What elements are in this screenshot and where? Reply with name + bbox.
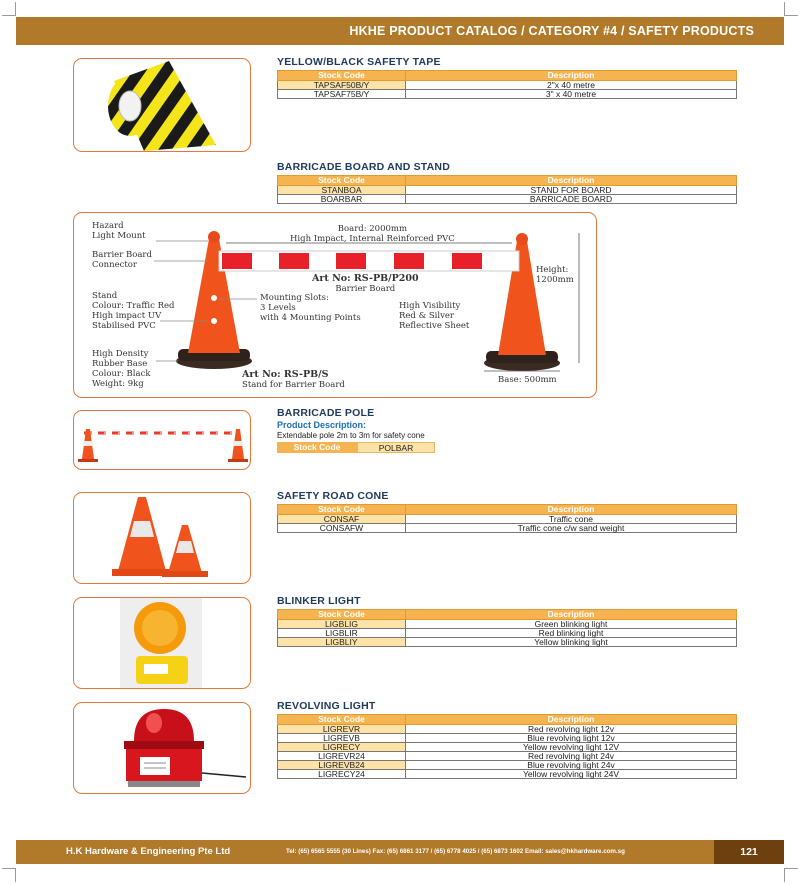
- col-stock-code: Stock Code: [278, 715, 406, 725]
- table-row: LIGRECY24 Yellow revolving light 24V: [278, 770, 737, 779]
- pole-description: Extendable pole 2m to 3m for safety cone: [277, 431, 425, 440]
- cone-table: [277, 504, 737, 533]
- table-row: LIGBLIY Yellow blinking light: [278, 638, 737, 647]
- visibility-label: High Visibility Red & Silver Reflective Sheet: [399, 301, 470, 331]
- safety-cone-image: [73, 492, 251, 584]
- section-title-revolving: REVOLVING LIGHT: [277, 700, 376, 712]
- contact-info: Tel: (65) 6565 5555 (30 Lines) Fax: (65) 6861 3177 / (65) 6778 4025 / (65) 6873 1602 Email: sales@hkhardware.com.sg: [286, 848, 625, 855]
- table-row: LIGREVB24 Blue revolving light 24v: [278, 761, 737, 770]
- base-label: Base: 500mm: [498, 375, 557, 385]
- col-description: Description: [406, 610, 737, 620]
- blinker-table: [277, 609, 737, 647]
- blinker-light-image: [73, 597, 251, 689]
- barricade-board-table: [277, 175, 737, 204]
- table-row: LIGBLIR Red blinking light: [278, 629, 737, 638]
- section-title-tape: YELLOW/BLACK SAFETY TAPE: [277, 56, 441, 68]
- table-row: BOARBAR BARRICADE BOARD: [278, 195, 737, 204]
- col-description: Description: [406, 505, 737, 515]
- page-number: 121: [714, 840, 784, 864]
- section-title-cone: SAFETY ROAD CONE: [277, 490, 389, 502]
- revolving-table: [277, 714, 737, 779]
- tape-table: [277, 70, 737, 99]
- safety-tape-image: [73, 58, 251, 152]
- barricade-diagram: [73, 212, 597, 398]
- table-row: TAPSAF75B/Y 3" x 40 metre: [278, 90, 737, 99]
- hazard-light-label: Hazard Light Mount: [92, 221, 146, 241]
- col-stock-code: Stock Code: [278, 505, 406, 515]
- col-stock-code: Stock Code: [278, 610, 406, 620]
- art-board-label: Art No: RS-PB/P200 Barrier Board: [312, 273, 419, 294]
- table-row: LIGREVR24 Red revolving light 24v: [278, 752, 737, 761]
- catalog-footer: [16, 840, 784, 864]
- barrier-connector-label: Barrier Board Connector: [92, 250, 152, 270]
- table-row: CONSAF Traffic cone: [278, 515, 737, 524]
- crop-mark: [784, 2, 798, 16]
- table-row: LIGRECY Yellow revolving light 12V: [278, 743, 737, 752]
- stand-label: Stand Colour: Traffic Red High impact UV Stabilised PVC: [92, 291, 175, 331]
- table-row: TAPSAF50B/Y 2"x 40 metre: [278, 81, 737, 90]
- height-label: Height: 1200mm: [536, 265, 574, 285]
- section-title-barricade-board: BARRICADE BOARD AND STAND: [277, 161, 450, 173]
- col-stock-code: Stock Code: [278, 176, 406, 186]
- table-row: STANBOA STAND FOR BOARD: [278, 186, 737, 195]
- art-stand-label: Art No: RS-PB/S Stand for Barrier Board: [242, 369, 345, 390]
- col-description: Description: [406, 715, 737, 725]
- section-title-pole: BARRICADE POLE: [277, 407, 375, 419]
- barricade-pole-image: [73, 410, 251, 470]
- pole-stock-code: Stock Code POLBAR: [277, 442, 435, 453]
- mounting-slots-label: Mounting Slots: 3 Levels with 4 Mounting Points: [260, 293, 361, 323]
- col-description: Description: [406, 176, 737, 186]
- section-title-blinker: BLINKER LIGHT: [277, 595, 361, 607]
- table-row: LIGBLIG Green blinking light: [278, 620, 737, 629]
- company-name: H.K Hardware & Engineering Pte Ltd: [66, 846, 231, 857]
- crop-mark: [784, 868, 798, 882]
- crop-mark: [2, 2, 16, 16]
- col-stock-code: Stock Code: [278, 71, 406, 81]
- rubber-base-label: High Density Rubber Base Colour: Black Weight: 9kg: [92, 349, 151, 389]
- table-row: LIGREVR Red revolving light 12v: [278, 725, 737, 734]
- col-description: Description: [406, 71, 737, 81]
- revolving-light-image: [73, 702, 251, 794]
- table-row: CONSAFW Traffic cone c/w sand weight: [278, 524, 737, 533]
- crop-mark: [2, 868, 16, 882]
- table-row: LIGREVB Blue revolving light 12v: [278, 734, 737, 743]
- catalog-header: HKHE PRODUCT CATALOG / CATEGORY #4 / SAFETY PRODUCTS: [16, 17, 784, 45]
- board-spec-label: Board: 2000mm High Impact, Internal Reinforced PVC: [290, 224, 455, 244]
- pole-desc-label: Product Description:: [277, 420, 367, 430]
